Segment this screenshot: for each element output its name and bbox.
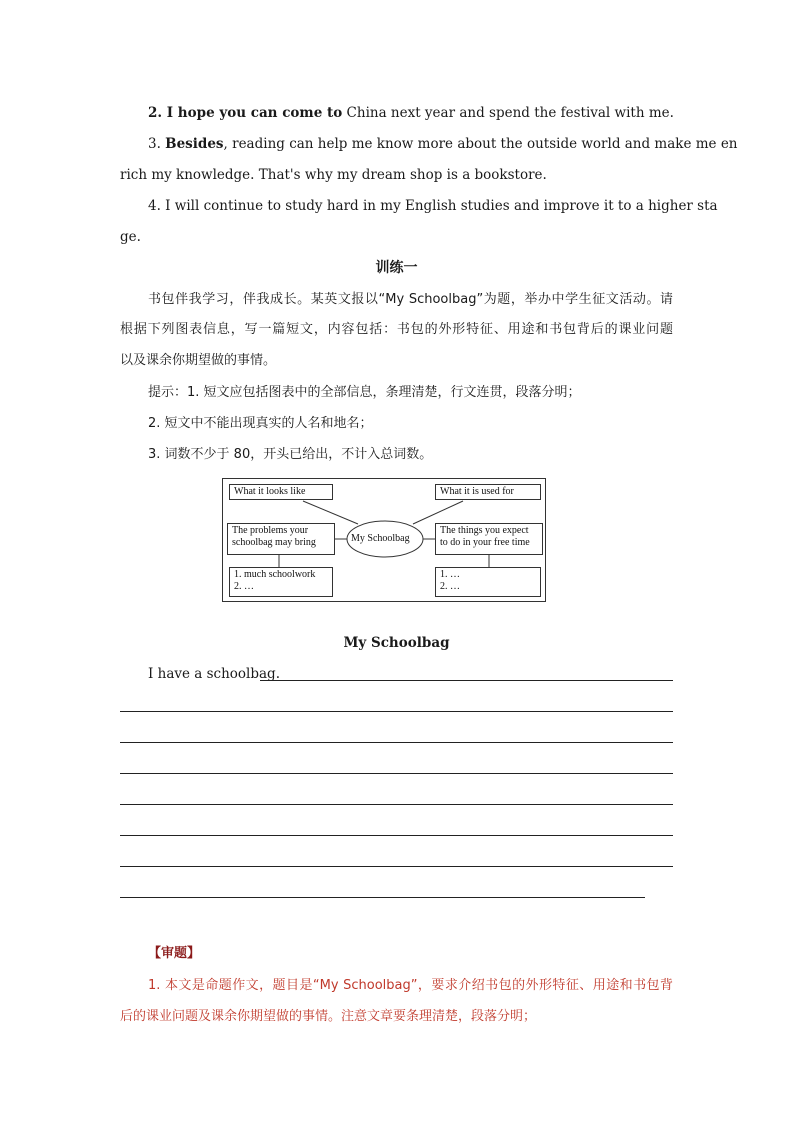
prompt-line-3: 以及课余你期望做的事情。 [120, 353, 277, 368]
answer-line-2 [148, 103, 673, 123]
writing-line-7[interactable] [120, 866, 673, 867]
box-things-expect [435, 523, 543, 555]
box-things-line2: to do in your free time [440, 537, 530, 548]
essay-opening: I have a schoolbag. [148, 666, 280, 682]
box-top-right-text: What it is used for [440, 486, 514, 497]
answer-line-4-cont: ge. [120, 229, 141, 245]
prompt-line-1: 书包伴我学习，伴我成长。某英文报以“My Schoolbag”为题，举办中学生征文活动。请 [148, 292, 673, 307]
answer-line-4: 4. I will continue to study hard in my English studies and improve it to a higher sta [148, 198, 718, 214]
review-line-2: 后的课业问题及课余你期望做的事情。注意文章要条理清楚，段落分明； [120, 1009, 537, 1024]
box-bottom-right-line2: 2. … [440, 581, 460, 592]
writing-line-1[interactable] [260, 680, 673, 681]
writing-line-3[interactable] [120, 742, 673, 743]
answer-3-bold: Besides [165, 136, 224, 152]
writing-line-5[interactable] [120, 804, 673, 805]
answer-2-rest: China next year and spend the festival with me. [342, 105, 674, 121]
answer-line-3-cont: rich my knowledge. That's why my dream shop is a bookstore. [120, 167, 547, 183]
box-problems [227, 523, 335, 555]
writing-line-4[interactable] [120, 773, 673, 774]
box-bottom-right-line1: 1. … [440, 569, 460, 580]
box-top-left-text: What it looks like [234, 486, 306, 497]
box-bottom-right [435, 567, 541, 597]
review-line-1: 1. 本文是命题作文，题目是“My Schoolbag”，要求介绍书包的外形特征、用途和书包背 [148, 978, 673, 993]
tip-2: 2. 短文中不能出现真实的人名和地名； [148, 416, 373, 431]
prompt-line-2: 根据下列图表信息，写一篇短文，内容包括：书包的外形特征、用途和书包背后的课业问题 [120, 322, 673, 337]
box-bottom-left-line2: 2. … [234, 581, 254, 592]
box-what-it-looks-like [229, 484, 333, 500]
tip-3: 3. 词数不少于 80，开头已给出，不计入总词数。 [148, 447, 433, 462]
writing-line-6[interactable] [120, 835, 673, 836]
box-problems-line1: The problems your [232, 525, 309, 536]
writing-line-8[interactable] [120, 897, 645, 898]
connector-top-left [303, 501, 358, 524]
box-bottom-left-line1: 1. much schoolwork [234, 569, 316, 580]
tip-1: 提示：1. 短文应包括图表中的全部信息，条理清楚，行文连贯，段落分明； [148, 385, 581, 400]
diagram-center-label: My Schoolbag [351, 533, 410, 544]
review-label: 【审题】 [148, 946, 201, 961]
box-things-line1: The things you expect [440, 525, 529, 536]
connector-top-right [413, 501, 463, 524]
answer-3-num: 3. [148, 136, 166, 152]
essay-title: My Schoolbag [343, 635, 450, 651]
writing-line-2[interactable] [120, 711, 673, 712]
answer-line-3 [148, 134, 738, 154]
answer-2-bold: 2. I hope you can come to [148, 105, 343, 121]
box-what-it-is-used-for [435, 484, 541, 500]
answer-3-rest: , reading can help me know more about the outside world and make me en [223, 136, 738, 152]
box-problems-line2: schoolbag may bring [232, 537, 316, 548]
mind-map-diagram [222, 478, 546, 602]
section-title: 训练一 [375, 260, 418, 276]
box-bottom-left [229, 567, 333, 597]
